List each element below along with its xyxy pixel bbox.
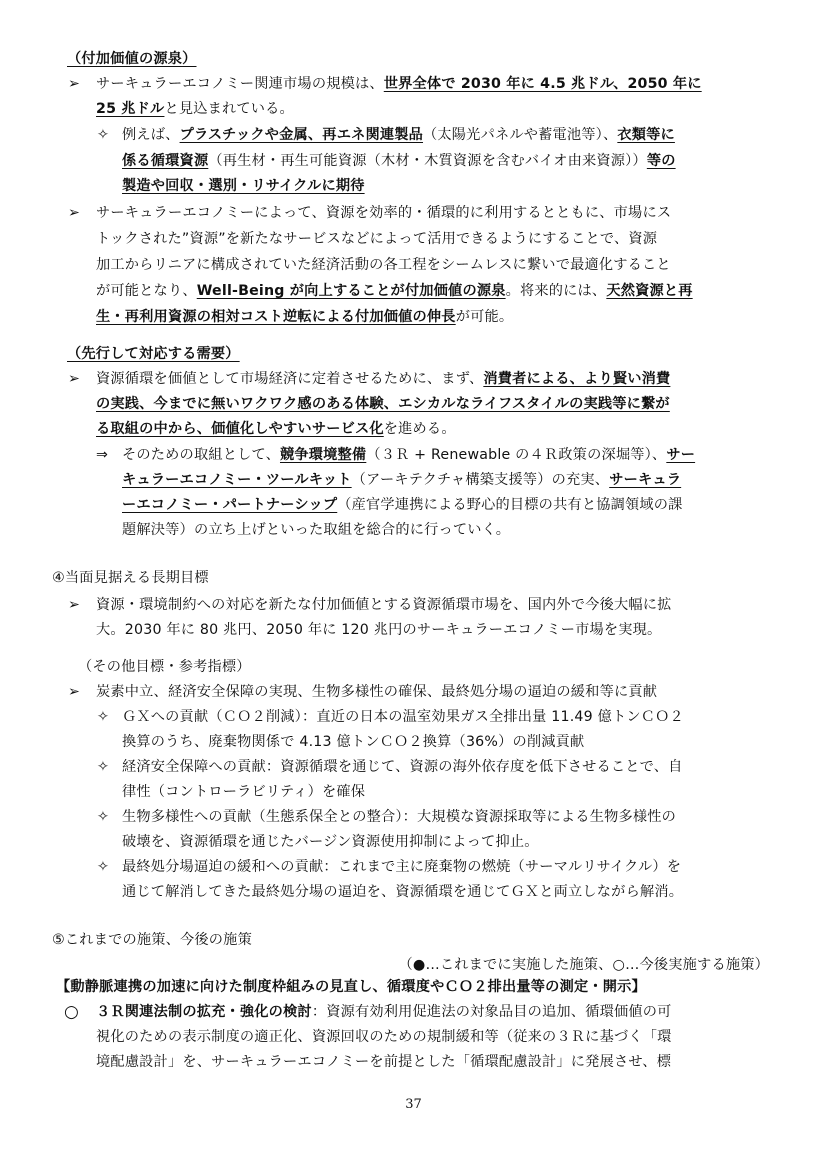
paragraph-line: 境配慮設計」を、サーキュラーエコノミーを前提とした「循環配慮設計」に発展させ、標 bbox=[96, 1054, 672, 1070]
legend-note: （●…これまでに実施した施策、○…今後実施する施策） bbox=[398, 957, 769, 973]
paragraph-line: トックされた”資源”を新たなサービスなどによって活用できるようにすることで、資源 bbox=[96, 231, 658, 247]
heading-long-term-goal: ④当面見据える長期目標 bbox=[52, 570, 209, 586]
paragraph-line: 視化のための表示制度の適正化、資源回収のための規制緩和等（従来の３Ｒに基づく「環 bbox=[96, 1029, 672, 1045]
paragraph-line: が可能となり、Well-Being が向上することが付加価値の源泉。将来的には、天然資源と再 bbox=[96, 283, 693, 299]
arrow-bullet-icon: ➢ bbox=[68, 371, 80, 387]
arrow-bullet-icon: ➢ bbox=[68, 76, 80, 92]
paragraph-line: 炭素中立、経済安全保障の実現、生物多様性の確保、最終処分場の逼迫の緩和等に貢献 bbox=[96, 684, 658, 700]
paragraph-line: サーキュラーエコノミー関連市場の規模は、世界全体で 2030 年に 4.5 兆ドル、2050 年に bbox=[96, 76, 702, 92]
bold-section-header: 【動静脈連携の加速に向けた制度枠組みの見直し、循環度やＣＯ２排出量等の測定・開示】 bbox=[56, 979, 646, 995]
paragraph-line: の実践、今までに無いワクワク感のある体験、エシカルなライフスタイルの実践等に繋が bbox=[96, 396, 670, 412]
paragraph-line: 生・再利用資源の相対コスト逆転による付加価値の伸長が可能。 bbox=[96, 309, 514, 325]
paragraph-line: ーエコノミー・パートナーシップ（産官学連携による野心的目標の共有と協調領域の課 bbox=[122, 497, 683, 513]
paragraph-line: 題解決等）の立ち上げといった取組を総合的に行っていく。 bbox=[122, 522, 511, 538]
paragraph-line: 資源循環を価値として市場経済に定着させるために、まず、消費者による、より賢い消費 bbox=[96, 371, 671, 387]
diamond-bullet-icon: ✧ bbox=[97, 127, 109, 143]
diamond-bullet-icon: ✧ bbox=[97, 859, 109, 875]
heading-measures: ⑤これまでの施策、今後の施策 bbox=[52, 932, 252, 948]
paragraph-line: 最終処分場逼迫の緩和への貢献：これまで主に廃棄物の燃焼（サーマルリサイクル）を bbox=[122, 859, 682, 875]
paragraph-line: 例えば、プラスチックや金属、再エネ関連製品（太陽光パネルや蓄電池等）、衣類等に bbox=[122, 127, 675, 143]
diamond-bullet-icon: ✧ bbox=[97, 809, 109, 825]
paragraph-line: 製造や回収・選別・リサイクルに期待 bbox=[122, 178, 365, 194]
arrow-bullet-icon: ➢ bbox=[68, 684, 80, 700]
paragraph-line: 律性（コントローラビリティ）を確保 bbox=[122, 784, 366, 800]
paragraph-line: る取組の中から、価値化しやすいサービス化を進める。 bbox=[96, 421, 456, 437]
subheading-other-targets: （その他目標・参考指標） bbox=[78, 659, 251, 675]
page-number: 37 bbox=[405, 1097, 422, 1112]
paragraph-line: ３Ｒ関連法制の拡充・強化の検討：資源有効利用促進法の対象品目の追加、循環価値の可 bbox=[96, 1004, 672, 1020]
diamond-bullet-icon: ✧ bbox=[97, 709, 109, 725]
heading-demand: （先行して対応する需要） bbox=[67, 346, 240, 362]
diamond-bullet-icon: ✧ bbox=[97, 759, 109, 775]
paragraph-line: 資源・環境制約への対応を新たな付加価値とする資源循環市場を、国内外で今後大幅に拡 bbox=[96, 597, 672, 613]
paragraph-line: 加工からリニアに構成されていた経済活動の各工程をシームレスに繋いで最適化すること bbox=[96, 257, 671, 273]
paragraph-line: 生物多様性への貢献（生態系保全との整合）：大規模な資源採取等による生物多様性の bbox=[122, 809, 677, 825]
paragraph-line: 25 兆ドルと見込まれている。 bbox=[96, 101, 294, 117]
heading-value-source: （付加価値の源泉） bbox=[67, 51, 197, 67]
arrow-bullet-icon: ➢ bbox=[68, 205, 80, 221]
paragraph-line: 通じて解消してきた最終処分場の逼迫を、資源循環を通じてＧＸと両立しながら解消。 bbox=[122, 884, 684, 900]
paragraph-line: 大。2030 年に 80 兆円、2050 年に 120 兆円のサーキュラーエコノミー市場を実現。 bbox=[96, 622, 662, 638]
paragraph-line: 係る循環資源（再生材・再生可能資源（木材・木質資源を含むバイオ由来資源））等の bbox=[122, 153, 676, 169]
paragraph-line: キュラーエコノミー・ツールキット（アーキテクチャ構築支援等）の充実、サーキュラ bbox=[122, 472, 682, 488]
arrow-bullet-icon: ➢ bbox=[68, 597, 80, 613]
paragraph-line: 破壊を、資源循環を通じたバージン資源使用抑制によって抑止。 bbox=[122, 834, 539, 850]
paragraph-line: 経済安全保障への貢献：資源循環を通じて、資源の海外依存度を低下させることで、自 bbox=[122, 759, 683, 775]
paragraph-line: そのための取組として、競争環境整備（３Ｒ + Renewable の４Ｒ政策の深堀等）、サー bbox=[122, 447, 696, 463]
circle-bullet-icon: ○ bbox=[64, 1002, 79, 1022]
paragraph-line: ＧＸへの貢献（ＣＯ２削減）：直近の日本の温室効果ガス全排出量 11.49 億トンＣＯ２ bbox=[122, 709, 684, 725]
paragraph-line: サーキュラーエコノミーによって、資源を効率的・循環的に利用するとともに、市場にス bbox=[96, 205, 672, 221]
implies-arrow-icon: ⇒ bbox=[96, 447, 108, 463]
paragraph-line: 換算のうち、廃棄物関係で 4.13 億トンＣＯ２換算（36%）の削減貢献 bbox=[122, 734, 585, 750]
